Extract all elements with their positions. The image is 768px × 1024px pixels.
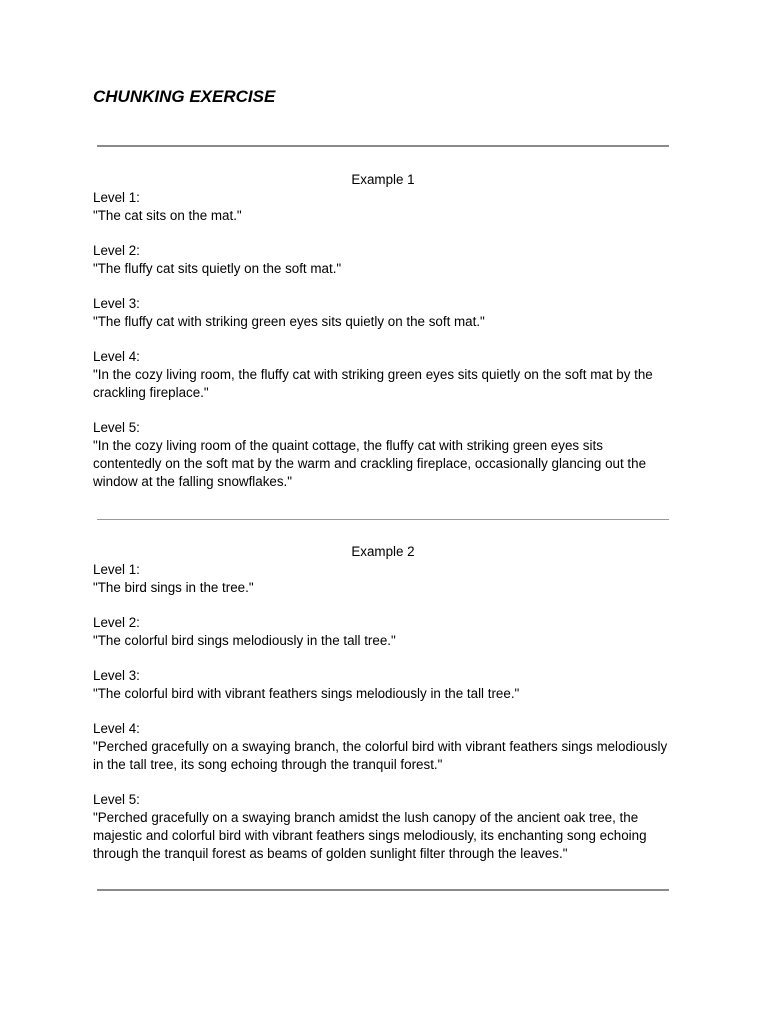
level-label: Level 5:	[93, 792, 140, 808]
level-label: Level 2:	[93, 614, 140, 630]
level-item	[93, 720, 673, 773]
level-item	[93, 242, 673, 278]
level-sentence: "In the cozy living room, the fluffy cat with striking green eyes sits quietly on the soft mat by the crackling fireplace."	[93, 367, 653, 400]
divider-top	[97, 145, 669, 147]
level-label: Level 5:	[93, 420, 140, 436]
level-sentence: "Perched gracefully on a swaying branch amidst the lush canopy of the ancient oak tree, the majestic and colorful bird with vibrant feathers sings melodiously, its enchanting song echoing through the tranquil forest as beams of golden sunlight filter through the leaves."	[93, 810, 647, 861]
divider-middle	[97, 519, 669, 520]
level-label: Level 1:	[93, 561, 140, 577]
level-sentence: "Perched gracefully on a swaying branch, the colorful bird with vibrant feathers sings melodiously in the tall tree, its song echoing through the tranquil forest."	[93, 739, 668, 772]
level-item	[93, 419, 673, 490]
level-item	[93, 614, 673, 650]
level-sentence: "The colorful bird sings melodiously in the tall tree."	[93, 632, 396, 648]
example-1-section	[93, 171, 673, 508]
level-item	[93, 561, 673, 597]
level-sentence: "The cat sits on the mat."	[93, 207, 242, 223]
level-label: Level 4:	[93, 721, 140, 737]
divider-bottom	[97, 889, 669, 891]
level-label: Level 2:	[93, 242, 140, 258]
level-item	[93, 667, 673, 703]
level-item	[93, 791, 673, 862]
level-sentence: "In the cozy living room of the quaint cottage, the fluffy cat with striking green eyes sits contentedly on the soft mat by the warm and crackling fireplace, occasionally glancing out the window at the falling snowflakes."	[93, 438, 647, 489]
level-label: Level 3:	[93, 296, 140, 312]
level-item	[93, 348, 673, 401]
level-item	[93, 295, 673, 331]
level-sentence: "The colorful bird with vibrant feathers sings melodiously in the tall tree."	[93, 685, 520, 701]
level-label: Level 1:	[93, 189, 140, 205]
level-item	[93, 189, 673, 225]
example-heading: Example 1	[351, 172, 415, 187]
level-label: Level 4:	[93, 349, 140, 365]
level-sentence: "The bird sings in the tree."	[93, 579, 254, 595]
document-title: CHUNKING EXERCISE	[93, 87, 276, 106]
level-sentence: "The fluffy cat with striking green eyes sits quietly on the soft mat."	[93, 313, 485, 329]
level-sentence: "The fluffy cat sits quietly on the soft mat."	[93, 260, 342, 276]
example-heading: Example 2	[351, 544, 415, 559]
level-label: Level 3:	[93, 668, 140, 684]
example-2-section	[93, 543, 673, 880]
